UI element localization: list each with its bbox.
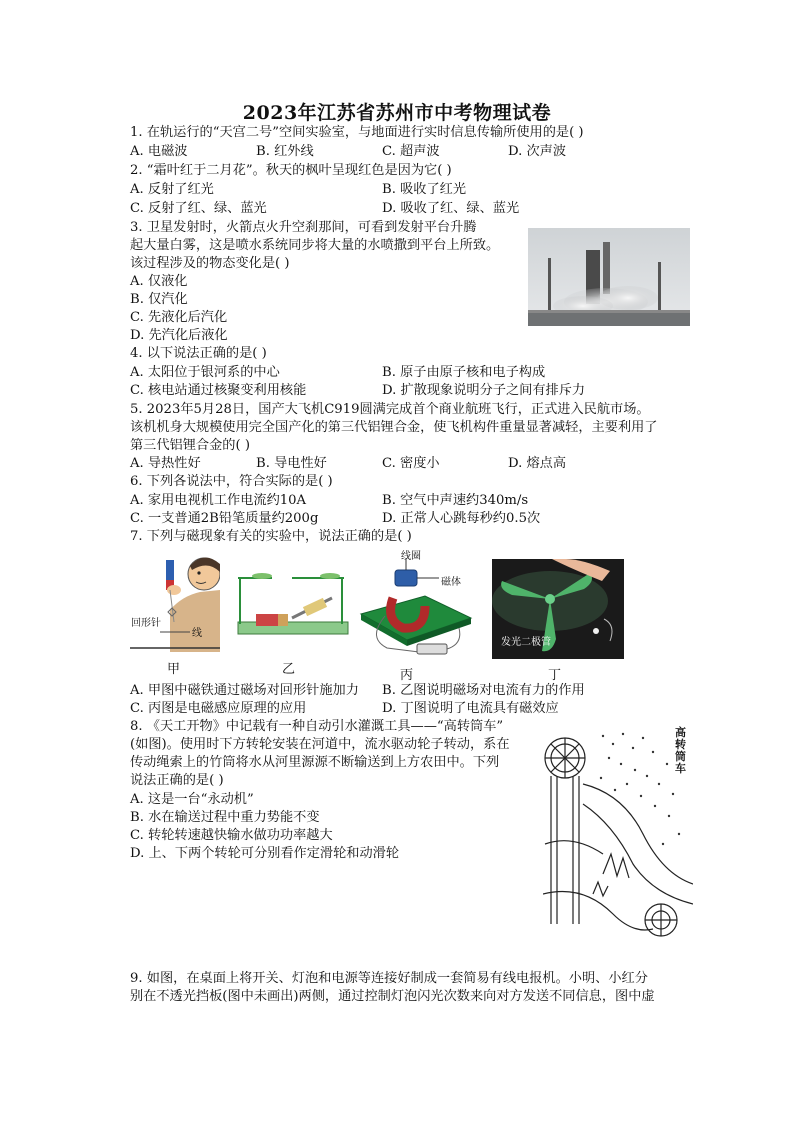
q1-option-a: A. 电磁波: [130, 144, 188, 159]
q7-option-b: B. 乙图说明磁场对电流有力的作用: [382, 683, 585, 698]
q4-option-c: C. 核电站通过核聚变利用核能: [130, 383, 307, 398]
q6-option-c: C. 一支普通2B铅笔质量约200g: [130, 511, 319, 526]
q3-stem-line2: 起大量白雾，这是喷水系统同步将大量的水喷撒到平台上所致。: [130, 238, 500, 253]
q7-option-a: A. 甲图中磁铁通过磁场对回形针施加力: [130, 683, 359, 698]
q9-stem-line2: 别在不透光挡板(图中未画出)两侧，通过控制灯泡闪光次数来向对方发送不同信息，图中虚: [130, 989, 655, 1004]
q2-option-a: A. 反射了红光: [130, 182, 214, 197]
q6-stem: 6. 下列各说法中，符合实际的是( ): [130, 474, 333, 489]
figure-yi-circuit: [232, 572, 350, 642]
q5-option-a: A. 导热性好: [130, 456, 201, 471]
page-title: 2023年江苏省苏州市中考物理试卷: [242, 102, 552, 124]
q7-option-c: C. 丙图是电磁感应原理的应用: [130, 701, 307, 716]
fig-label-led: 发光二极管: [501, 637, 551, 648]
q2-option-b: B. 吸收了红光: [382, 182, 467, 197]
figure-label-jia: 甲: [167, 662, 181, 677]
q3-option-b: B. 仅汽化: [130, 292, 188, 307]
q8-stem-line3: 传动绳索上的竹筒将水从河里源源不断输送到上方农田中。下列: [130, 755, 500, 770]
figure-label-ding: 丁: [548, 668, 562, 683]
q3-stem-line3: 该过程涉及的物态变化是( ): [130, 256, 290, 271]
figure-jia-magnet-clip: [130, 552, 220, 654]
q6-option-a: A. 家用电视机工作电流约10A: [130, 493, 307, 508]
q5-stem-line1: 5. 2023年5月28日，国产大飞机C919圆满完成首个商业航班飞行，正式进入民航市场。: [130, 402, 650, 417]
q6-option-d: D. 正常人心跳每秒约0.5次: [382, 511, 541, 526]
q5-stem-line2: 该机机身大规模使用完全国产化的第三代铝锂合金，使飞机构件重量显著减轻，主要利用了: [130, 420, 658, 435]
fig-label-wire: 线: [192, 628, 202, 639]
figure-label-yi: 乙: [282, 662, 296, 677]
q2-option-d: D. 吸收了红、绿、蓝光: [382, 201, 520, 216]
q4-option-a: A. 太阳位于银河系的中心: [130, 365, 280, 380]
q2-stem: 2. “霜叶红于二月花”。秋天的枫叶呈现红色是因为它( ): [130, 163, 452, 178]
q8-option-b: B. 水在输送过程中重力势能不变: [130, 810, 320, 825]
q3-option-a: A. 仅液化: [130, 274, 188, 289]
fig-label-coil: 线圈: [401, 551, 421, 562]
q8-option-a: A. 这是一台“永动机”: [130, 792, 254, 807]
fig-label-magnet: 磁体: [441, 577, 461, 588]
q1-stem: 1. 在轨运行的“天宫二号”空间实验室，与地面进行实时信息传输所使用的是( ): [130, 125, 584, 140]
q8-option-d: D. 上、下两个转轮可分别看作定滑轮和动滑轮: [130, 846, 400, 861]
q1-option-c: C. 超声波: [382, 144, 440, 159]
q3-option-d: D. 先汽化后液化: [130, 328, 228, 343]
fig-label-needle: 回形针: [131, 618, 161, 629]
q7-stem: 7. 下列与磁现象有关的实验中，说法正确的是( ): [130, 529, 412, 544]
q3-option-c: C. 先液化后汽化: [130, 310, 228, 325]
q4-stem: 4. 以下说法正确的是( ): [130, 346, 267, 361]
q5-option-c: C. 密度小: [382, 456, 440, 471]
q2-option-c: C. 反射了红、绿、蓝光: [130, 201, 267, 216]
q1-option-d: D. 次声波: [508, 144, 567, 159]
q5-option-d: D. 熔点高: [508, 456, 567, 471]
q4-option-b: B. 原子由原子核和电子构成: [382, 365, 546, 380]
q4-option-d: D. 扩散现象说明分子之间有排斥力: [382, 383, 586, 398]
figure-label-bing: 丙: [400, 668, 414, 683]
rocket-launch-photo: [528, 228, 690, 326]
figure-title-gaozhuan: 高转筒车: [675, 726, 686, 775]
q3-stem-line1: 3. 卫星发射时，火箭点火升空刹那间，可看到发射平台升腾: [130, 220, 477, 235]
q8-stem-line4: 说法正确的是( ): [130, 773, 224, 788]
q8-option-c: C. 转轮转速越快输水做功功率越大: [130, 828, 333, 843]
figure-bing-induction: [355, 548, 473, 658]
q8-stem-line1: 8. 《天工开物》中记载有一种自动引水灌溉工具——“高转筒车”: [130, 719, 504, 734]
q8-stem-line2: (如图)。使用时下方转轮安装在河道中，流水驱动轮子转动，系在: [130, 737, 510, 752]
q1-option-b: B. 红外线: [256, 144, 314, 159]
q5-option-b: B. 导电性好: [256, 456, 327, 471]
q7-option-d: D. 丁图说明了电流具有磁效应: [382, 701, 559, 716]
q6-option-b: B. 空气中声速约340m/s: [382, 493, 529, 508]
q9-stem-line1: 9. 如图，在桌面上将开关、灯泡和电源等连接好制成一套简易有线电报机。小明、小红分: [130, 971, 648, 986]
figure-gaozhuan-tongche: [543, 724, 693, 944]
q5-stem-line3: 第三代铝锂合金的( ): [130, 438, 250, 453]
